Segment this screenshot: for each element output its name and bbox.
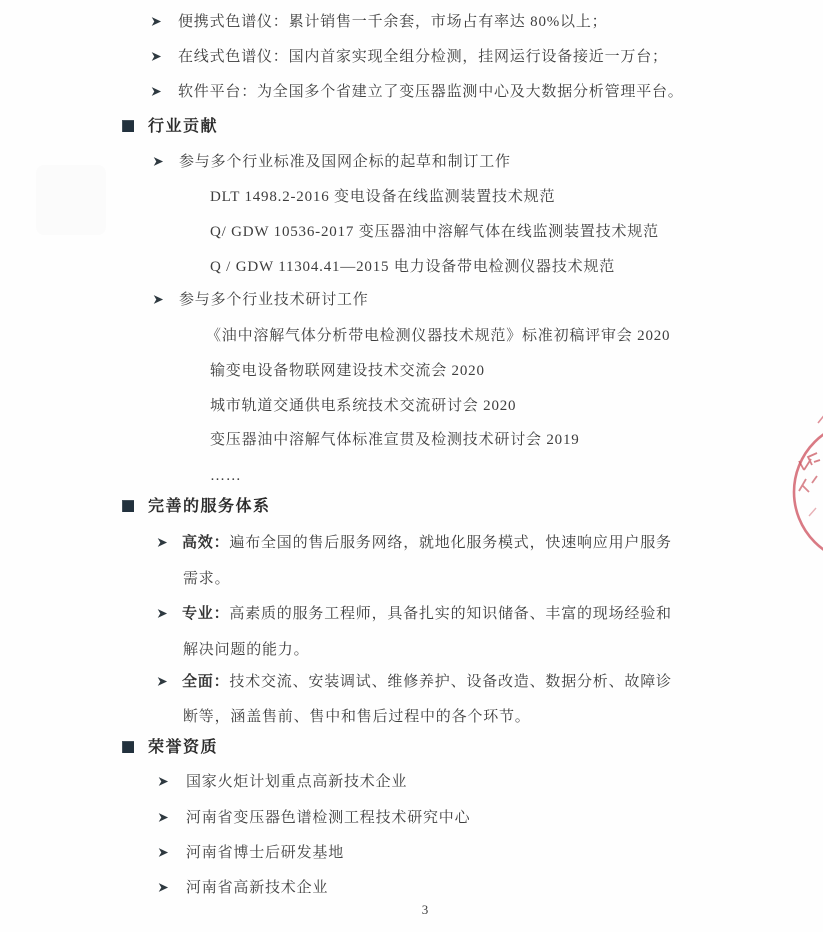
list-item [157,604,672,624]
arrow-bullet-icon [158,882,169,893]
list-item-label: 软件平台：为全国多个省建立了变压器监测中心及大数据分析管理平台。 [178,84,684,100]
section-title [122,738,218,758]
list-item-label: 河南省高新技术企业 [186,880,329,896]
sub-item: DLT 1498.2-2016 变电设备在线监测装置技术规范 [210,189,556,205]
list-item-label: 高素质的服务工程师，具备扎实的知识储备、丰富的现场经验和 [229,606,672,622]
list-item [153,152,511,172]
square-bullet-icon [122,120,134,132]
list-item [151,12,607,32]
section-title-label: 行业贡献 [148,118,219,135]
section-title [122,497,271,517]
arrow-bullet-icon [158,776,169,787]
arrow-bullet-icon [157,537,168,548]
list-item-label: 参与多个行业技术研讨工作 [179,292,369,308]
section-title [122,117,218,137]
page-number: 3 [421,902,429,917]
arrow-bullet-icon [158,847,169,858]
arrow-bullet-icon [157,608,168,619]
list-item-label: 参与多个行业标准及国网企标的起草和制订工作 [179,154,511,170]
arrow-bullet-icon [151,86,162,97]
sub-item-ellipsis: …… [210,468,242,484]
square-bullet-icon [122,500,134,512]
arrow-bullet-icon [153,294,164,305]
sub-item: 城市轨道交通供电系统技术交流研讨会 2020 [210,398,517,414]
sub-item: 输变电设备物联网建设技术交流会 2020 [210,363,485,379]
section-title-label: 荣誉资质 [148,739,219,756]
list-item [158,808,470,828]
list-item-label: 河南省博士后研发基地 [186,845,345,861]
sub-item: 《油中溶解气体分析带电检测仪器技术规范》标准初稿评审会 2020 [206,328,671,344]
red-seal-stamp-icon [785,405,823,570]
arrow-bullet-icon [158,812,169,823]
list-item-label: 遍布全国的售后服务网络，就地化服务模式，快速响应用户服务 [229,535,672,551]
arrow-bullet-icon [151,51,162,62]
list-item [157,533,672,553]
list-item-continuation: 需求。 [183,571,231,587]
list-item [157,672,672,692]
arrow-bullet-icon [153,156,164,167]
sub-item: Q/ GDW 10536-2017 变压器油中溶解气体在线监测装置技术规范 [210,224,659,240]
item-keyword: 专业： [182,606,230,622]
item-keyword: 高效： [182,535,230,551]
list-item [158,878,328,898]
list-item [151,47,668,67]
list-item [151,82,684,102]
arrow-bullet-icon [157,676,168,687]
list-item [158,843,344,863]
section-title-label: 完善的服务体系 [148,498,271,515]
list-item [153,290,369,310]
scan-smudge [36,165,106,235]
list-item-label: 便携式色谱仪：累计销售一千余套，市场占有率达 80%以上； [178,14,608,30]
list-item [158,772,407,792]
sub-item: Q / GDW 11304.41—2015 电力设备带电检测仪器技术规范 [210,259,616,275]
list-item-label: 河南省变压器色谱检测工程技术研究中心 [186,810,471,826]
list-item-label: 国家火炬计划重点高新技术企业 [186,774,408,790]
arrow-bullet-icon [151,16,162,27]
list-item-label: 技术交流、安装调试、维修养护、设备改造、数据分析、故障诊 [229,674,672,690]
square-bullet-icon [122,741,134,753]
sub-item: 变压器油中溶解气体标准宣贯及检测技术研讨会 2019 [210,432,580,448]
list-item-continuation: 断等，涵盖售前、售中和售后过程中的各个环节。 [183,709,531,725]
item-keyword: 全面： [182,674,230,690]
list-item-label: 在线式色谱仪：国内首家实现全组分检测，挂网运行设备接近一万台； [178,49,668,65]
list-item-continuation: 解决问题的能力。 [183,642,310,658]
